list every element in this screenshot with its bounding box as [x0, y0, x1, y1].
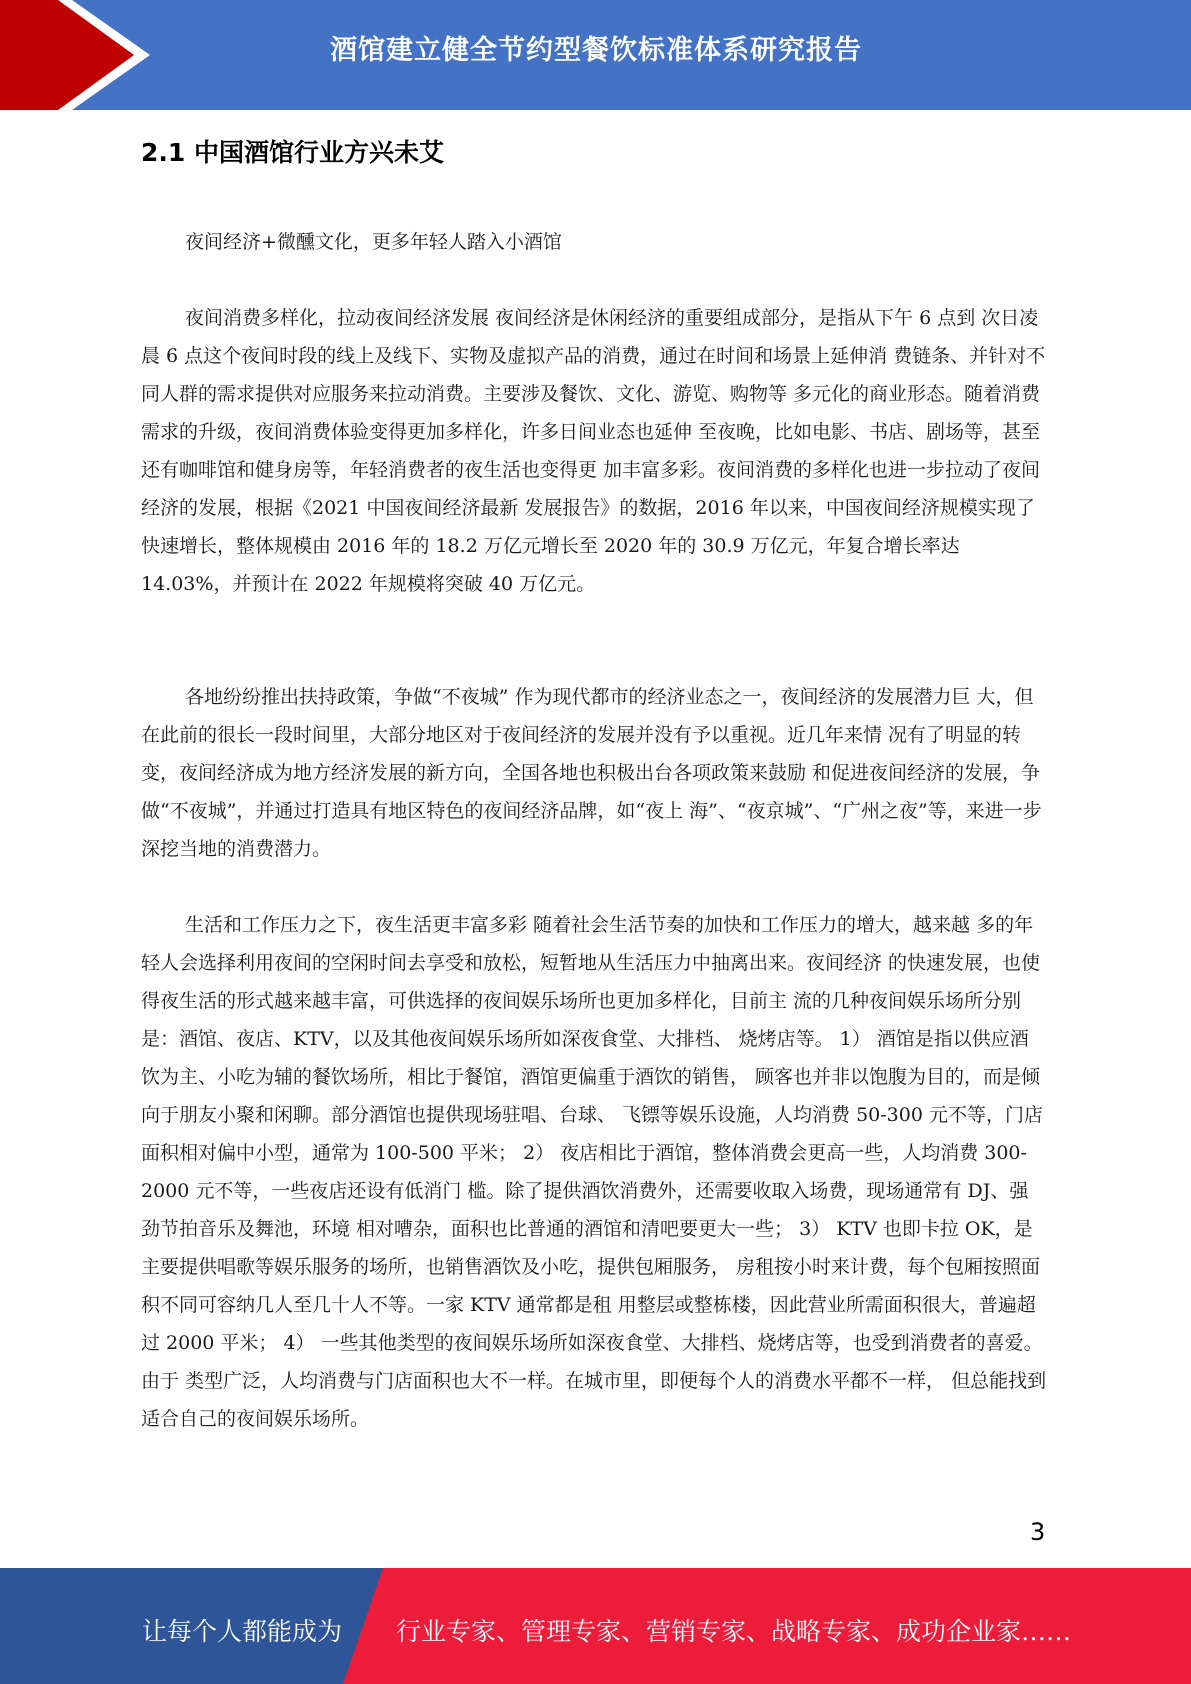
page-header [0, 0, 1191, 110]
page-number: 3 [1030, 1518, 1046, 1546]
paragraph-policy-support: 各地纷纷推出扶持政策，争做“不夜城” 作为现代都市的经济业态之一，夜间经济的发展潜力巨 大，但在此前的很长一段时间里，大部分地区对于夜间经济的发展并没有予以重视。近几年来情 况有了明显的转变，夜间经济成为地方经济发展的新方向，全国各地也积极出台各项政策来鼓励 和促进夜间经济的发展，争做“不夜城”，并通过打造具有地区特色的夜间经济品牌，如“夜上 海”、“夜京城”、“广州之夜”等，来进一步深挖当地的消费潜力。 [141, 686, 1042, 860]
footer-slogan-left: 让每个人都能成为 [142, 1617, 343, 1646]
header-arrow-icon [0, 0, 160, 110]
paragraph-subtitle: 夜间经济+微醺文化，更多年轻人踏入小酒馆 [185, 231, 562, 253]
paragraph-night-consumption: 夜间消费多样化，拉动夜间经济发展 夜间经济是休闲经济的重要组成部分，是指从下午 6 点到 次日凌晨 6 点这个夜间时段的线上及线下、实物及虚拟产品的消费，通过在时间和场景上延伸消 费链条、并针对不同人群的需求提供对应服务来拉动消费。主要涉及餐饮、文化、游览、购物等 多元化的商业形态。随着消费需求的升级，夜间消费体验变得更加多样化，许多日间业态也延伸 至夜晚，比如电影、书店、剧场等，甚至还有咖啡馆和健身房等，年轻消费者的夜生活也变得更 加丰富多彩。夜间消费的多样化也进一步拉动了夜间经济的发展，根据《2021 中国夜间经济最新 发展报告》的数据，2016 年以来，中国夜间经济规模实现了快速增长，整体规模由 2016 年的 18.2 万亿元增长至 2020 年的 30.9 万亿元，年复合增长率达 14.03%，并预计在 2022 年规模将突破 40 万亿元。 [141, 307, 1046, 595]
report-title: 酒馆建立健全节约型餐饮标准体系研究报告 [330, 35, 862, 66]
page-footer [0, 1568, 1191, 1684]
section-heading: 2.1 中国酒馆行业方兴未艾 [141, 138, 444, 167]
footer-slogan-right: 行业专家、管理专家、营销专家、战略专家、成功企业家…… [396, 1617, 1072, 1646]
paragraph-nightlife-venues: 生活和工作压力之下，夜生活更丰富多彩 随着社会生活节奏的加快和工作压力的增大，越来越 多的年轻人会选择利用夜间的空闲时间去享受和放松，短暂地从生活压力中抽离出来。夜间经济 的快速发展，也使得夜生活的形式越来越丰富，可供选择的夜间娱乐场所也更加多样化，目前主 流的几种夜间娱乐场所分别是：酒馆、夜店、KTV，以及其他夜间娱乐场所如深夜食堂、大排档、 烧烤店等。 1） 酒馆是指以供应酒饮为主、小吃为辅的餐饮场所，相比于餐馆，酒馆更偏重于酒饮的销售， 顾客也并非以饱腹为目的，而是倾向于朋友小聚和闲聊。部分酒馆也提供现场驻唱、台球、 飞镖等娱乐设施，人均消费 50-300 元不等，门店面积相对偏中小型，通常为 100-500 平米； 2） 夜店相比于酒馆，整体消费会更高一些，人均消费 300-2000 元不等，一些夜店还设有低消门 槛。除了提供酒饮消费外，还需要收取入场费，现场通常有 DJ、强劲节拍音乐及舞池，环境 相对嘈杂，面积也比普通的酒馆和清吧要更大一些； 3） KTV 也即卡拉 OK，是主要提供唱歌等娱乐服务的场所，也销售酒饮及小吃，提供包厢服务， 房租按小时来计费，每个包厢按照面积不同可容纳几人至几十人不等。一家 KTV 通常都是租 用整层或整栋楼，因此营业所需面积很大，普遍超过 2000 平米； 4） 一些其他类型的夜间娱乐场所如深夜食堂、大排档、烧烤店等，也受到消费者的喜爱。由于 类型广泛，人均消费与门店面积也大不一样。在城市里，即便每个人的消费水平都不一样， 但总能找到适合自己的夜间娱乐场所。 [141, 914, 1047, 1430]
